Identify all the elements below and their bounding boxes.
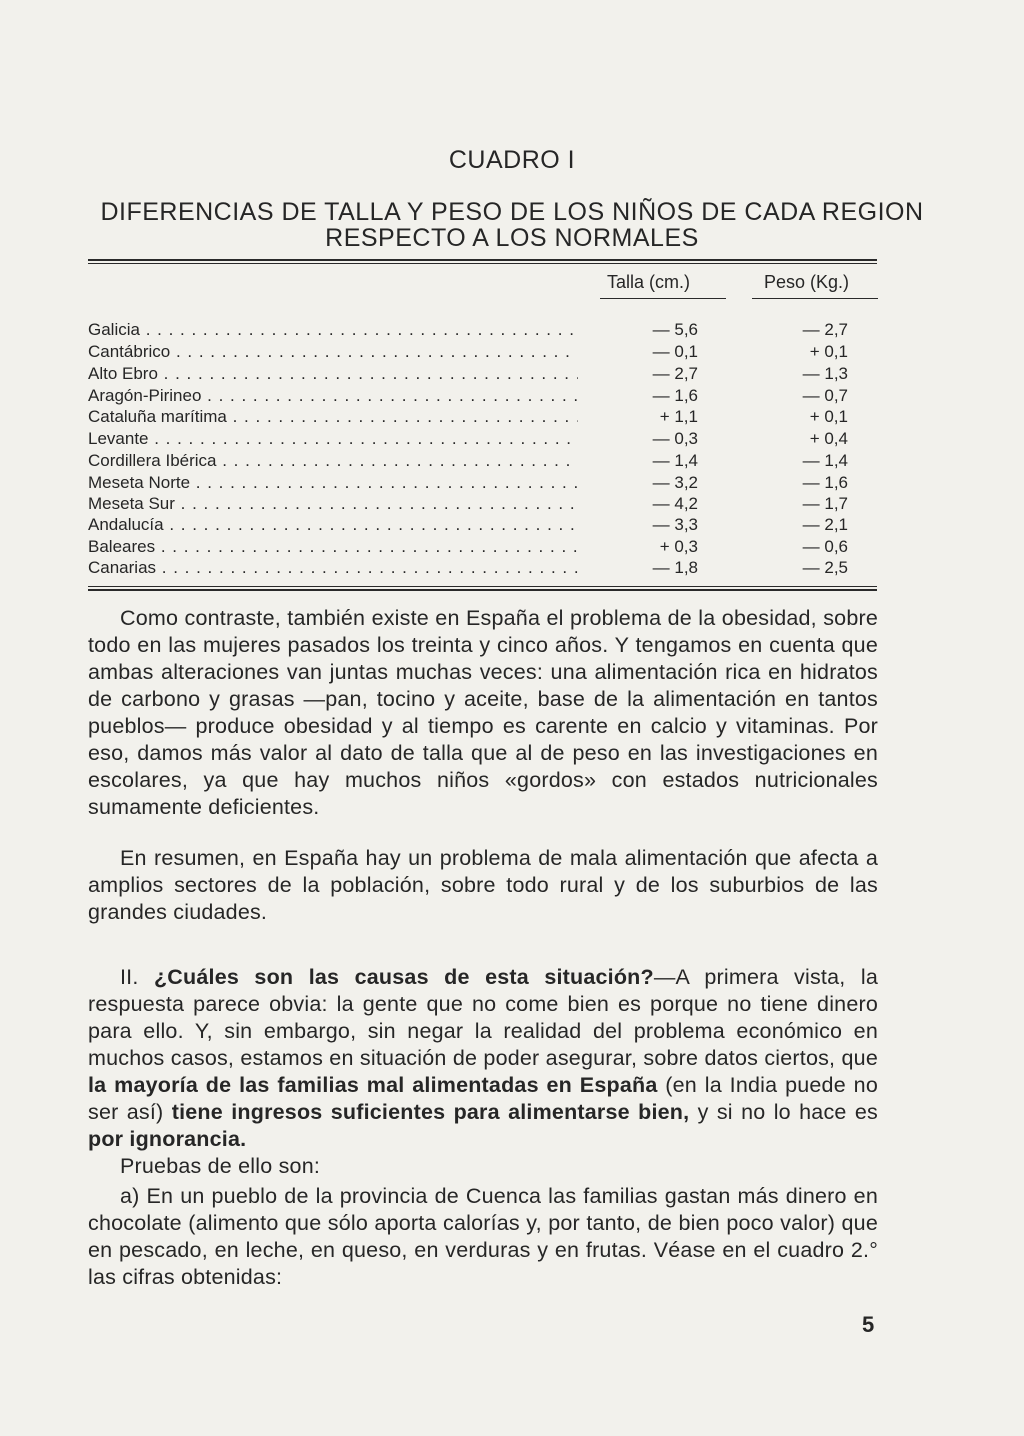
peso-value: + 0,1 — [809, 407, 848, 426]
talla-value: — 1,4 — [652, 451, 698, 470]
table-bottom-rule-thin — [88, 586, 877, 587]
peso-value: — 1,4 — [802, 451, 848, 470]
region-name: Levante . . . — [88, 428, 578, 450]
region-name: Alto Ebro . . . — [88, 363, 578, 385]
table-bottom-rule — [88, 589, 877, 591]
region-name: Canarias . . . — [88, 557, 578, 579]
column-rule-talla — [600, 298, 726, 299]
region-name: Galicia . . . — [88, 319, 578, 341]
emphasis-text: la mayoría de las familias mal alimentadas en España — [88, 1073, 658, 1097]
talla-value: — 0,1 — [652, 342, 698, 361]
emphasis-text: por ignorancia. — [88, 1127, 247, 1151]
table-title-line2: RESPECTO A LOS NORMALES — [325, 224, 699, 252]
peso-value: — 1,7 — [802, 494, 848, 513]
section-number: II. — [120, 965, 139, 989]
table-row — [88, 319, 888, 341]
talla-value: — 1,8 — [652, 558, 698, 577]
region-name: Meseta Sur . . . — [88, 493, 578, 515]
region-name: Cordillera Ibérica . . . — [88, 450, 578, 472]
talla-value: — 5,6 — [652, 320, 698, 339]
table-row — [88, 363, 888, 385]
column-header-talla: Talla (cm.) — [607, 272, 691, 292]
peso-value: + 0,1 — [809, 342, 848, 361]
peso-value: — 1,3 — [802, 364, 848, 383]
peso-value: + 0,4 — [809, 429, 848, 448]
column-rule-peso — [752, 298, 878, 299]
table-row — [88, 406, 888, 428]
section-heading: ¿Cuáles son las causas de esta situación? — [153, 965, 654, 989]
table-row — [88, 557, 888, 579]
talla-value: + 0,3 — [659, 537, 698, 556]
peso-value: — 2,1 — [802, 515, 848, 534]
paragraph-evidence-a: a) En un pueblo de la provincia de Cuenca las familias gastan más dinero en chocolate (alimento que sólo aporta calorías y, por tanto, de bien poco valor) que en pescado, en leche, en queso, en verduras y en frutas. Véase en el cuadro 2.° las cifras obtenidas: — [88, 1184, 878, 1289]
talla-value: — 0,3 — [652, 429, 698, 448]
talla-value: + 1,1 — [659, 407, 698, 426]
table-row — [88, 385, 888, 407]
peso-value: — 2,7 — [802, 320, 848, 339]
table-label: CUADRO I — [448, 146, 576, 174]
peso-value: — 1,6 — [802, 473, 848, 492]
peso-value: — 0,6 — [802, 537, 848, 556]
paragraph-obesity: Como contraste, también existe en España el problema de la obesidad, sobre todo en las mujeres pasados los treinta y cinco años. Y tengamos en cuenta que ambas alteraciones van juntas muchas veces: una alimentación rica en hidratos de carbono y grasas —pan, tocino y aceite, base de la alimentación en tantos pueblos— produce obesidad y al tiempo es carente en calcio y vitaminas. Por eso, damos más valor al dato de talla que al de peso en las investigaciones en escolares, ya que hay muchos niños «gordos» con estados nutricionales sumamente deficientes. — [88, 606, 878, 819]
page-number: 5 — [862, 1312, 875, 1337]
table-top-rule-thin — [88, 263, 877, 264]
paragraph-summary: En resumen, en España hay un problema de mala alimentación que afecta a amplios sectores de la población, sobre todo rural y de los suburbios de las grandes ciudades. — [88, 846, 878, 924]
talla-value: — 3,2 — [652, 473, 698, 492]
paragraph-text: y si no lo hace es — [689, 1100, 878, 1124]
talla-value: — 2,7 — [652, 364, 698, 383]
paragraph-evidence-intro: Pruebas de ello son: — [120, 1154, 321, 1178]
table-top-rule — [88, 259, 877, 261]
region-name: Andalucía . . . — [88, 514, 578, 536]
talla-value: — 1,6 — [652, 386, 698, 405]
table-row — [88, 472, 888, 494]
region-name: Cataluña marítima . . . — [88, 406, 578, 428]
peso-value: — 2,5 — [802, 558, 848, 577]
column-header-peso: Peso (Kg.) — [764, 272, 850, 292]
table-row — [88, 536, 888, 558]
region-name: Aragón-Pirineo . . . — [88, 385, 578, 407]
table-row — [88, 493, 888, 515]
region-name: Cantábrico . . . — [88, 341, 578, 363]
peso-value: — 0,7 — [802, 386, 848, 405]
table-row — [88, 450, 888, 472]
paragraph-text: (en la India puede no ser así) — [88, 1073, 878, 1124]
paragraph-text: —A primera vista, la respuesta parece obvia: la gente que no come bien es porque no tiene dinero para ello. Y, sin embargo, sin negar la realidad del problema económico en muchos casos, estamos en situación de poder asegurar, sobre datos ciertos, que — [88, 965, 878, 1070]
talla-value: — 3,3 — [652, 515, 698, 534]
table-row — [88, 514, 888, 536]
region-name: Baleares . . . — [88, 536, 578, 558]
table-row — [88, 341, 888, 363]
table-row — [88, 428, 888, 450]
talla-value: — 4,2 — [652, 494, 698, 513]
table-title-line1: DIFERENCIAS DE TALLA Y PESO DE LOS NIÑOS DE CADA REGION — [100, 198, 924, 226]
region-name: Meseta Norte . . . — [88, 472, 578, 494]
emphasis-text: tiene ingresos suficientes para alimentarse bien, — [171, 1100, 690, 1124]
paragraph-causes — [88, 964, 878, 1153]
